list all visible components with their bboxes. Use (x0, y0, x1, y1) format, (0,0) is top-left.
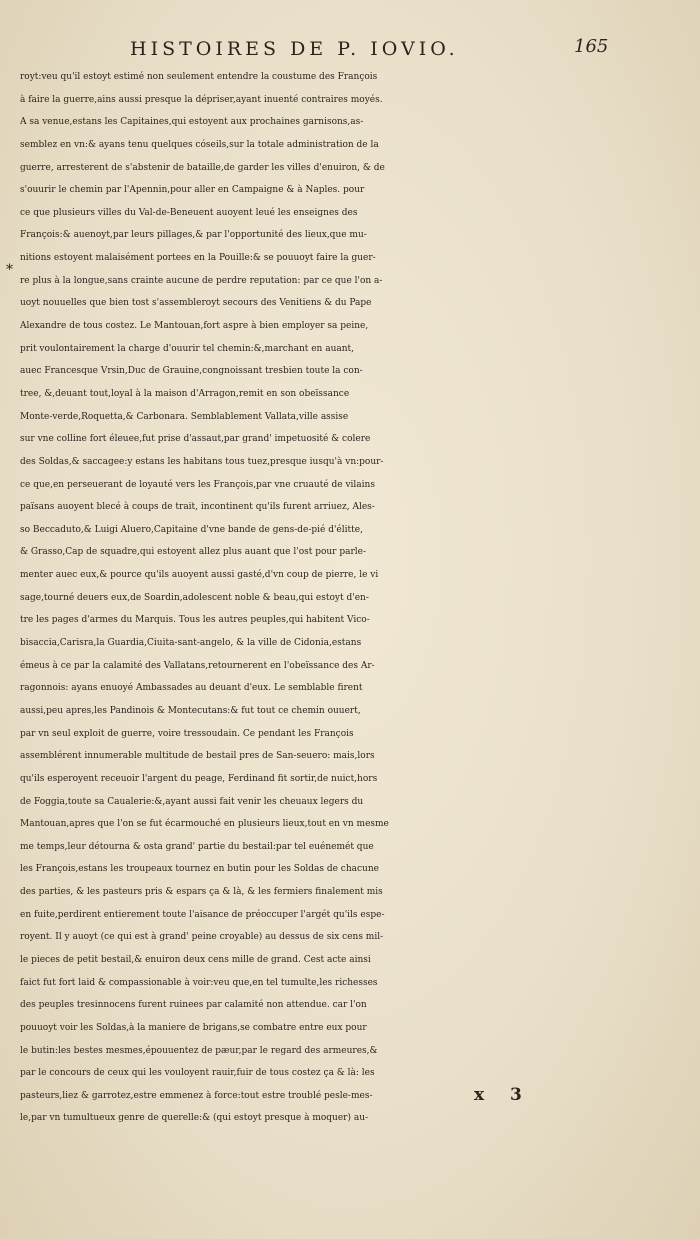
page-header (0, 38, 700, 66)
text-line: guerre, arresterent de s'abstenir de bataille,de garder les villes d'enuiron, & de (20, 162, 385, 173)
margin-asterisk: * (6, 262, 13, 278)
text-line: nitions estoyent malaisément portees en la Pouille:& se pouuoyt faire la guer- (20, 253, 376, 264)
text-line: par vn seul exploit de guerre, voire tressoudain. Ce pendant les François (20, 728, 354, 739)
text-line: bisaccia,Carisra,la Guardia,Ciuita-sant-angelo, & la ville de Cidonia,estans (20, 638, 362, 649)
text-line: des Soldas,& saccagee:y estans les habitans tous tuez,presque iusqu'à vn:pour- (20, 456, 384, 467)
text-line: re plus à la longue,sans crainte aucune de perdre reputation: par ce que l'on a- (20, 275, 383, 286)
text-line: de Foggia,toute sa Caualerie:&,ayant aussi fait venir les cheuaux legers du (20, 796, 364, 807)
text-line: sur vne colline fort éleuee,fut prise d'assaut,par grand' impetuosité & colere (20, 434, 371, 445)
text-line: le pieces de petit bestail,& enuiron deux cens mille de grand. Cest acte ainsi (20, 954, 371, 965)
text-line: s'ouurir le chemin par l'Apennin,pour aller en Campaigne & à Naples. pour (20, 185, 365, 196)
text-line: le butin:les bestes mesmes,épouuentez de pæur,par le regard des armeures,& (20, 1045, 378, 1056)
text-line: menter auec eux,& pource qu'ils auoyent aussi gasté,d'vn coup de pierre, le vi (20, 570, 379, 581)
text-line: tree, &,deuant tout,loyal à la maison d'Arragon,remit en son obeïssance (20, 388, 350, 399)
body-text (20, 66, 580, 1130)
page-number: 165 (574, 36, 609, 57)
text-line: royt:veu qu'il estoyt estimé non seulement entendre la coustume des François (20, 72, 378, 82)
text-line: ragonnois: ayans enuoyé Ambassades au deuant d'eux. Le semblable firent (20, 683, 363, 694)
text-line: ce que plusieurs villes du Val-de-Beneuent auoyent leué les enseignes des (20, 207, 358, 218)
text-line: me temps,leur détourna & osta grand' partie du bestail:par tel euénemét que (20, 841, 374, 852)
text-line: pouuoyt voir les Soldas,à la maniere de brigans,se combatre entre eux pour (20, 1022, 367, 1033)
text-line: pasteurs,liez & garrotez,estre emmenez à force:tout estre troublé pesle-mes- (20, 1090, 373, 1101)
text-line: à faire la guerre,ains aussi presque la dépriser,ayant inuenté contraires moyés. (20, 94, 383, 105)
text-line: prit voulontairement la charge d'ouurir tel chemin:&,marchant en auant, (20, 343, 355, 354)
text-line: par le concours de ceux qui les vouloyent rauir,fuir de tous costez ça & là: les (20, 1068, 375, 1079)
text-line: qu'ils esperoyent receuoir l'argent du peage, Ferdinand fit sortir,de nuict,hors (20, 773, 378, 784)
text-line: Monte-verde,Roquetta,& Carbonara. Semblablement Vallata,ville assise (20, 411, 349, 422)
text-line: Alexandre de tous costez. Le Mantouan,fort aspre à bien employer sa peine, (20, 321, 369, 332)
text-line: Mantouan,apres que l'on se fut écarmouché en plusieurs lieux,tout en vn mesme (20, 819, 389, 830)
text-line: & Grasso,Cap de squadre,qui estoyent allez plus auant que l'ost pour parle- (20, 547, 367, 558)
text-line: des parties, & les pasteurs pris & espars ça & là, & les fermiers finalement mis (20, 887, 383, 898)
text-line: aussi,peu apres,les Pandinois & Montecutans:& fut tout ce chemin ouuert, (20, 705, 361, 716)
text-line: païsans auoyent blecé à coups de trait, incontinent qu'ils furent arriuez, Ales- (20, 502, 375, 513)
text-line: assemblérent innumerable multitude de bestail pres de San-seuero: mais,lors (20, 751, 375, 762)
text-line: des peuples tresinnocens furent ruinees par calamité non attendue. car l'on (20, 1000, 367, 1011)
text-line: so Beccaduto,& Luigi Aluero,Capitaine d'vne bande de gens-de-pié d'élitte, (20, 524, 363, 535)
text-line: faict fut fort laid & compassionable à voir:veu que,en tel tumulte,les richesses (20, 977, 378, 988)
text-line: auec Francesque Vrsin,Duc de Grauine,congnoissant tresbien toute la con- (20, 366, 363, 377)
text-line: le,par vn tumultueux genre de querelle:& (qui estoyt presque à moquer) au- (20, 1113, 369, 1124)
text-line: sage,tourné deuers eux,de Soardin,adolescent noble & beau,qui estoyt d'en- (20, 592, 369, 603)
text-line: uoyt nouuelles que bien tost s'assembleroyt secours des Venitiens & du Pape (20, 298, 372, 309)
signature-mark: x 3 (474, 1085, 532, 1105)
text-line: François:& auenoyt,par leurs pillages,& par l'opportunité des lieux,que mu- (20, 230, 367, 241)
running-title: HISTOIRES DE P. IOVIO. (130, 38, 459, 60)
text-line: en fuite,perdirent entierement toute l'aisance de préoccuper l'argét qu'ils espe- (20, 909, 385, 920)
text-line: royent. Il y auoyt (ce qui est à grand' peine croyable) au dessus de six cens mil- (20, 932, 384, 943)
text-line: émeus à ce par la calamité des Vallatans,retournerent en l'obeïssance des Ar- (20, 660, 375, 671)
text-line: les François,estans les troupeaux tournez en butin pour les Soldas de chacune (20, 864, 379, 875)
text-line: tre les pages d'armes du Marquis. Tous les autres peuples,qui habitent Vico- (20, 615, 370, 626)
text-line: A sa venue,estans les Capitaines,qui estoyent aux prochaines garnisons,as- (20, 117, 364, 128)
text-line: ce que,en perseuerant de loyauté vers les François,par vne cruauté de vilains (20, 479, 375, 490)
text-line: semblez en vn:& ayans tenu quelques cóseils,sur la totale administration de la (20, 139, 379, 150)
